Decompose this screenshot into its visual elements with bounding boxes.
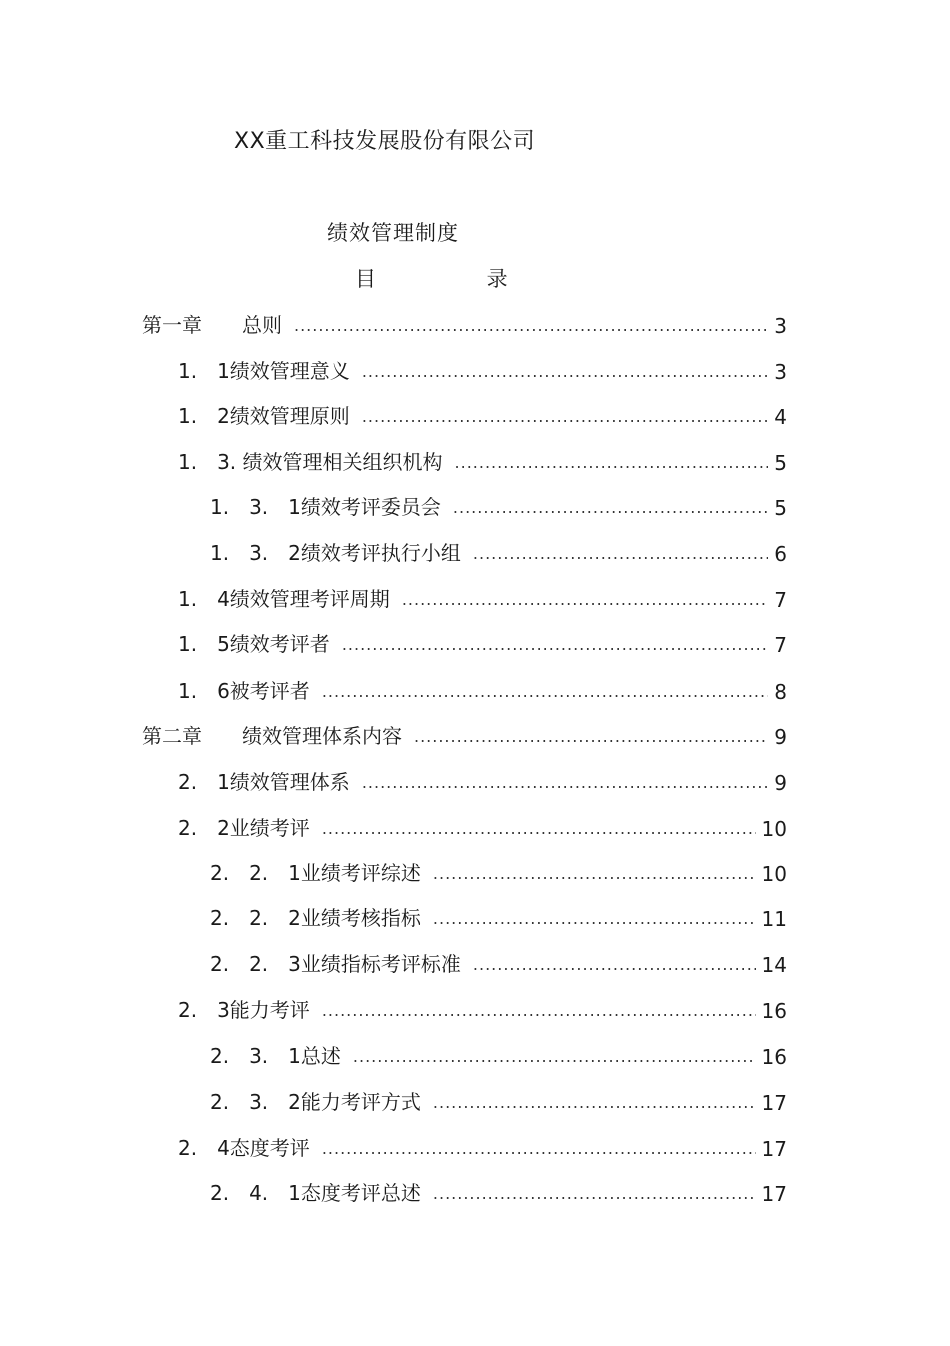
toc-entry-page: 16	[761, 1045, 787, 1069]
toc-entry-label: 2. 2. 2业绩考核指标	[210, 906, 421, 930]
toc-entry-label: 2. 4态度考评	[178, 1136, 310, 1160]
toc-leader-dots	[433, 1093, 756, 1115]
toc-entry-page: 7	[774, 633, 787, 657]
toc-entry[interactable]	[210, 949, 787, 977]
toc-entry-page: 9	[774, 771, 787, 795]
toc-leader-dots	[342, 635, 768, 657]
toc-leader-dots	[414, 727, 768, 749]
toc-leader-dots	[362, 773, 768, 795]
toc-entry-label: 2. 2. 3业绩指标考评标准	[210, 952, 461, 976]
toc-entry-label: 2. 3. 1总述	[210, 1044, 341, 1068]
toc-leader-dots	[294, 316, 768, 338]
toc-entry-label: 1. 4绩效管理考评周期	[178, 587, 390, 611]
toc-entry[interactable]	[210, 858, 787, 886]
toc-entry-page: 17	[761, 1137, 787, 1161]
toc-entry-label: 1. 3. 1绩效考评委员会	[210, 495, 441, 519]
toc-leader-dots	[322, 819, 756, 841]
toc-entry[interactable]	[178, 401, 787, 429]
toc-entry[interactable]	[178, 629, 787, 657]
toc-leader-dots	[433, 909, 756, 931]
toc-entry-page: 11	[761, 907, 787, 931]
toc-entry[interactable]	[210, 1041, 787, 1069]
toc-leader-dots	[453, 498, 768, 520]
toc-entry-page: 8	[774, 680, 787, 704]
toc-entry[interactable]	[178, 447, 787, 475]
toc-entry-label: 2. 3能力考评	[178, 998, 310, 1022]
toc-leader-dots	[402, 590, 768, 612]
toc-leader-dots	[322, 1139, 756, 1161]
toc-entry-page: 10	[761, 862, 787, 886]
toc-entry-label: 2. 1绩效管理体系	[178, 770, 350, 794]
toc-entry[interactable]	[210, 492, 787, 520]
toc-entry-page: 14	[761, 953, 787, 977]
toc-leader-dots	[362, 362, 768, 384]
toc-entry[interactable]	[178, 767, 787, 795]
toc-leader-dots	[473, 955, 756, 977]
toc-entry-label: 2. 2. 1业绩考评综述	[210, 861, 421, 885]
toc-entry-page: 3	[774, 360, 787, 384]
toc-leader-dots	[353, 1047, 756, 1069]
toc-entry-page: 5	[774, 496, 787, 520]
toc-entry[interactable]	[210, 1178, 787, 1206]
toc-entry-page: 16	[761, 999, 787, 1023]
toc-leader-dots	[455, 453, 769, 475]
toc-entry-label: 2. 2业绩考评	[178, 816, 310, 840]
toc-entry[interactable]	[142, 721, 787, 749]
toc-entry-label: 2. 4. 1态度考评总述	[210, 1181, 421, 1205]
toc-entry-label: 第一章 总则	[142, 313, 282, 337]
toc-entry[interactable]	[210, 538, 787, 566]
toc-entry-label: 2. 3. 2能力考评方式	[210, 1090, 421, 1114]
toc-entry-page: 17	[761, 1182, 787, 1206]
toc-entry-label: 1. 2绩效管理原则	[178, 404, 350, 428]
toc-heading: 目 录	[355, 267, 560, 291]
toc-leader-dots	[433, 1184, 756, 1206]
toc-entry[interactable]	[178, 356, 787, 384]
toc-entry-page: 4	[774, 405, 787, 429]
toc-entry-label: 1. 6被考评者	[178, 679, 310, 703]
document-title: 绩效管理制度	[327, 221, 459, 245]
company-name: XX重工科技发展股份有限公司	[234, 129, 536, 154]
toc-entry-label: 1. 3. 绩效管理相关组织机构	[178, 450, 443, 474]
toc-entry[interactable]	[178, 676, 787, 704]
toc-entry-page: 9	[774, 725, 787, 749]
toc-entry-page: 17	[761, 1091, 787, 1115]
toc-entry[interactable]	[210, 903, 787, 931]
toc-entry[interactable]	[210, 1087, 787, 1115]
toc-entry-label: 第二章 绩效管理体系内容	[142, 724, 402, 748]
toc-leader-dots	[473, 544, 768, 566]
toc-entry[interactable]	[178, 813, 787, 841]
toc-entry[interactable]	[142, 310, 787, 338]
toc-entry-label: 1. 5绩效考评者	[178, 632, 330, 656]
toc-entry-page: 5	[774, 451, 787, 475]
toc-entry-page: 10	[761, 817, 787, 841]
toc-entry-label: 1. 3. 2绩效考评执行小组	[210, 541, 461, 565]
toc-entry-page: 7	[774, 588, 787, 612]
toc-leader-dots	[322, 1001, 756, 1023]
toc-entry-page: 6	[774, 542, 787, 566]
toc-entry[interactable]	[178, 1133, 787, 1161]
toc-entry[interactable]	[178, 584, 787, 612]
toc-entry-label: 1. 1绩效管理意义	[178, 359, 350, 383]
toc-leader-dots	[362, 407, 768, 429]
toc-leader-dots	[433, 864, 756, 886]
toc-entry-page: 3	[774, 314, 787, 338]
toc-leader-dots	[322, 682, 768, 704]
toc-entry[interactable]	[178, 995, 787, 1023]
